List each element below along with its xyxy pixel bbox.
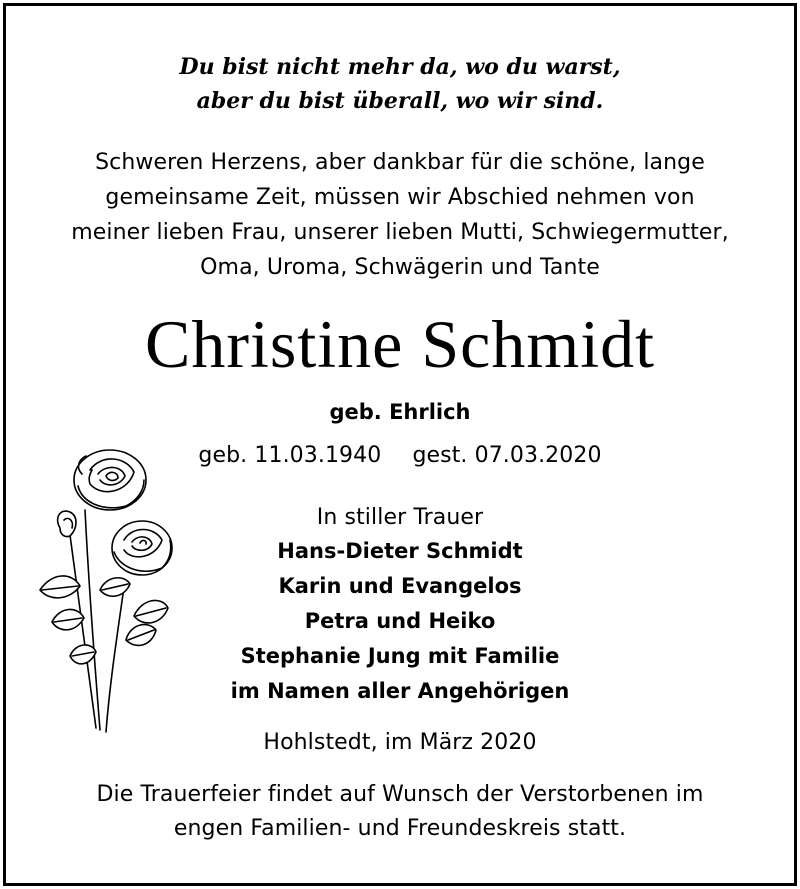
mourner-name: Stephanie Jung mit Familie <box>240 644 560 668</box>
deceased-name: Christine Schmidt <box>145 306 655 382</box>
motto-line-2: aber du bist überall, wo wir sind. <box>196 88 604 114</box>
intro-line-4: Oma, Uroma, Schwägerin und Tante <box>200 255 600 280</box>
intro-line-3: meiner lieben Frau, unserer lieben Mutti, Schwiegermutter, <box>71 220 729 245</box>
mourner-name: im Namen aller Angehörigen <box>230 679 570 703</box>
note-line-2: engen Familien- und Freundeskreis statt. <box>173 816 627 841</box>
death-date: gest. 07.03.2020 <box>412 443 602 468</box>
note-line-1: Die Trauerfeier findet auf Wunsch der Verstorbenen im <box>96 782 704 807</box>
mourner-name: Hans-Dieter Schmidt <box>277 539 523 563</box>
intro-line-1: Schweren Herzens, aber dankbar für die schöne, lange <box>95 150 705 175</box>
maiden-name: geb. Ehrlich <box>329 400 471 424</box>
place-date: Hohlstedt, im März 2020 <box>263 730 537 755</box>
rose-drawing-icon <box>30 440 180 740</box>
mourner-name: Karin und Evangelos <box>278 574 522 598</box>
motto-line-1: Du bist nicht mehr da, wo du warst, <box>179 54 621 80</box>
mourners-heading: In stiller Trauer <box>316 505 484 530</box>
birth-date: geb. 11.03.1940 <box>198 443 382 468</box>
intro-line-2: gemeinsame Zeit, müssen wir Abschied nehmen von <box>105 185 695 210</box>
mourner-name: Petra und Heiko <box>304 609 496 633</box>
